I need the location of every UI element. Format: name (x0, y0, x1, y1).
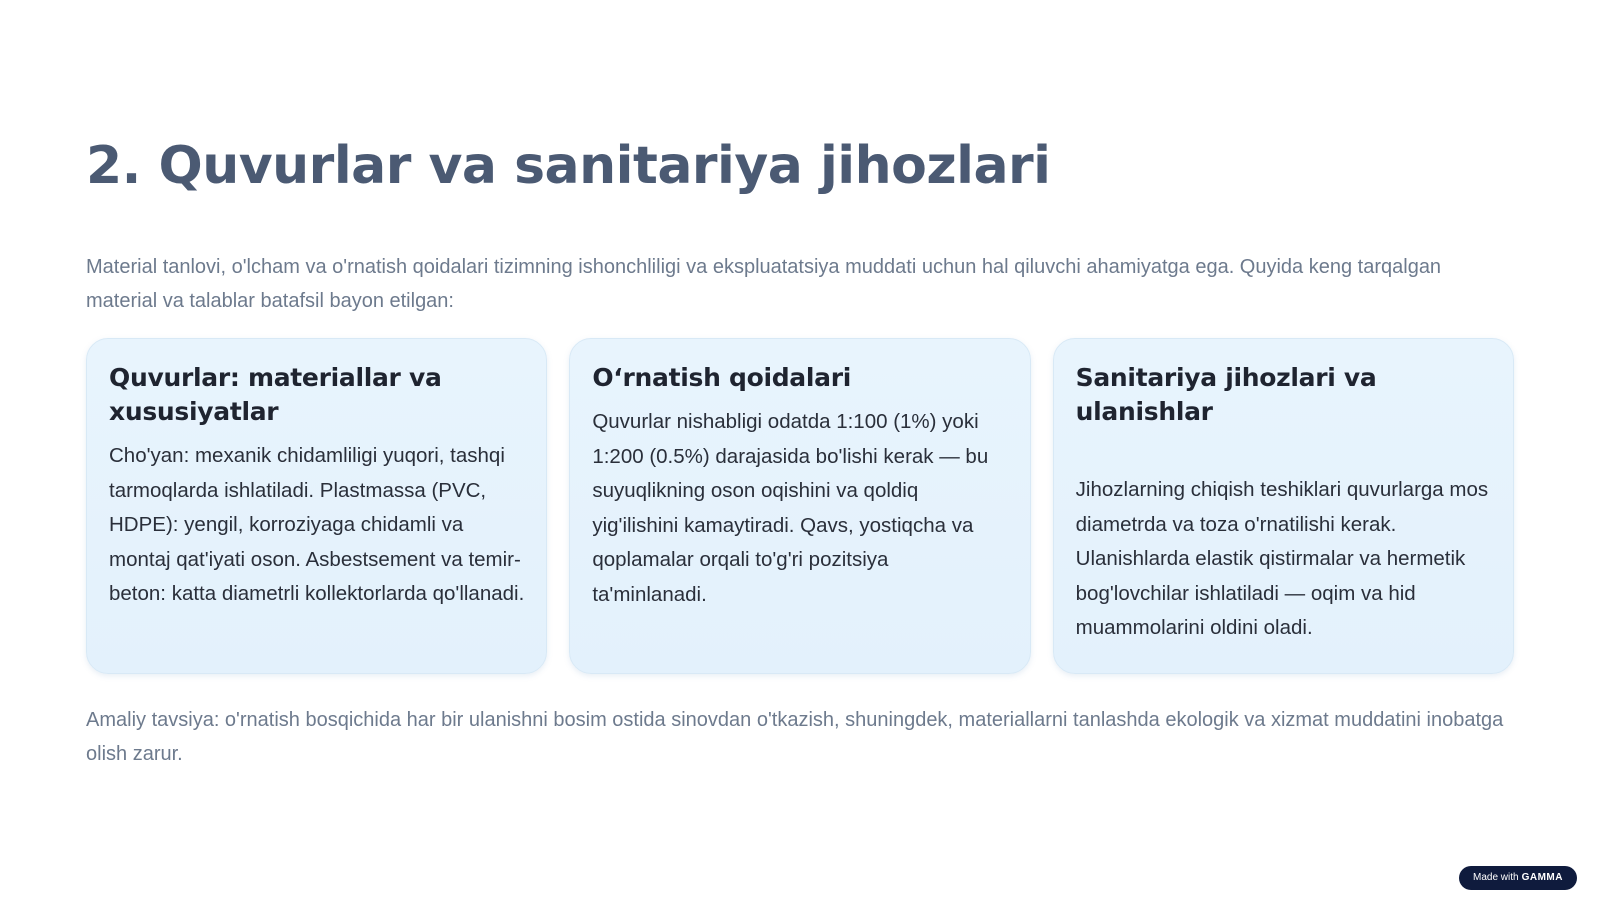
gamma-logo: GAMMA (1521, 872, 1563, 883)
card-pipes-materials (86, 338, 547, 674)
card-title: Quvurlar: materiallar va xususiyatlar (109, 363, 442, 426)
practical-note: Amaliy tavsiya: o'rnatish bosqichida har bir ulanishni bosim ostida sinovdan o'tkazish, shuningdek, materiallarni tanlashda ekologik va xizmat muddatini inobatga olish zarur. (86, 709, 1504, 765)
intro-paragraph: Material tanlovi, o'lcham va o'rnatish qoidalari tizimning ishonchliligi va ekspluatatsiya muddati uchun hal qiluvchi ahamiyatga ega. Quyida keng tarqalgan material va talablar batafsil bayon etilgan: (86, 256, 1442, 312)
page-title: 2. Quvurlar va sanitariya jihozlari (86, 136, 1051, 196)
card-sanitary-fixtures (1053, 338, 1514, 674)
card-body: Quvurlar nishabligi odatda 1:100 (1%) yoki 1:200 (0.5%) darajasida bo'lishi kerak — bu suyuqlikning oson oqishini va qoldiq yig'ilishini kamaytiradi. Qavs, yostiqcha va qoplamalar orqali to'g'ri pozitsiya ta'minlanadi. (592, 410, 989, 606)
card-body: Jihozlarning chiqish teshiklari quvurlarga mos diametrda va toza o'rnatilishi kerak. Ulanishlarda elastik qistirmalar va hermetik bog'lovchilar ishlatiladi — oqim va hid muammolarini oldini oladi. (1075, 478, 1489, 639)
badge-prefix: Made with (1473, 872, 1519, 883)
card-installation-rules (569, 338, 1030, 674)
made-with-gamma-badge[interactable] (1459, 866, 1577, 890)
card-title: Sanitariya jihozlari va ulanishlar (1075, 363, 1377, 426)
card-title: O‘rnatish qoidalari (592, 363, 852, 392)
card-body: Cho'yan: mexanik chidamliligi yuqori, tashqi tarmoqlarda ishlatiladi. Plastmassa (PVC, HDPE): yengil, korroziyaga chidamli va montaj qat'iyati oson. Asbestsement va temir-beton: katta diametrli kollektorlarda qo'llanadi. (109, 444, 525, 605)
card-row (86, 338, 1514, 674)
